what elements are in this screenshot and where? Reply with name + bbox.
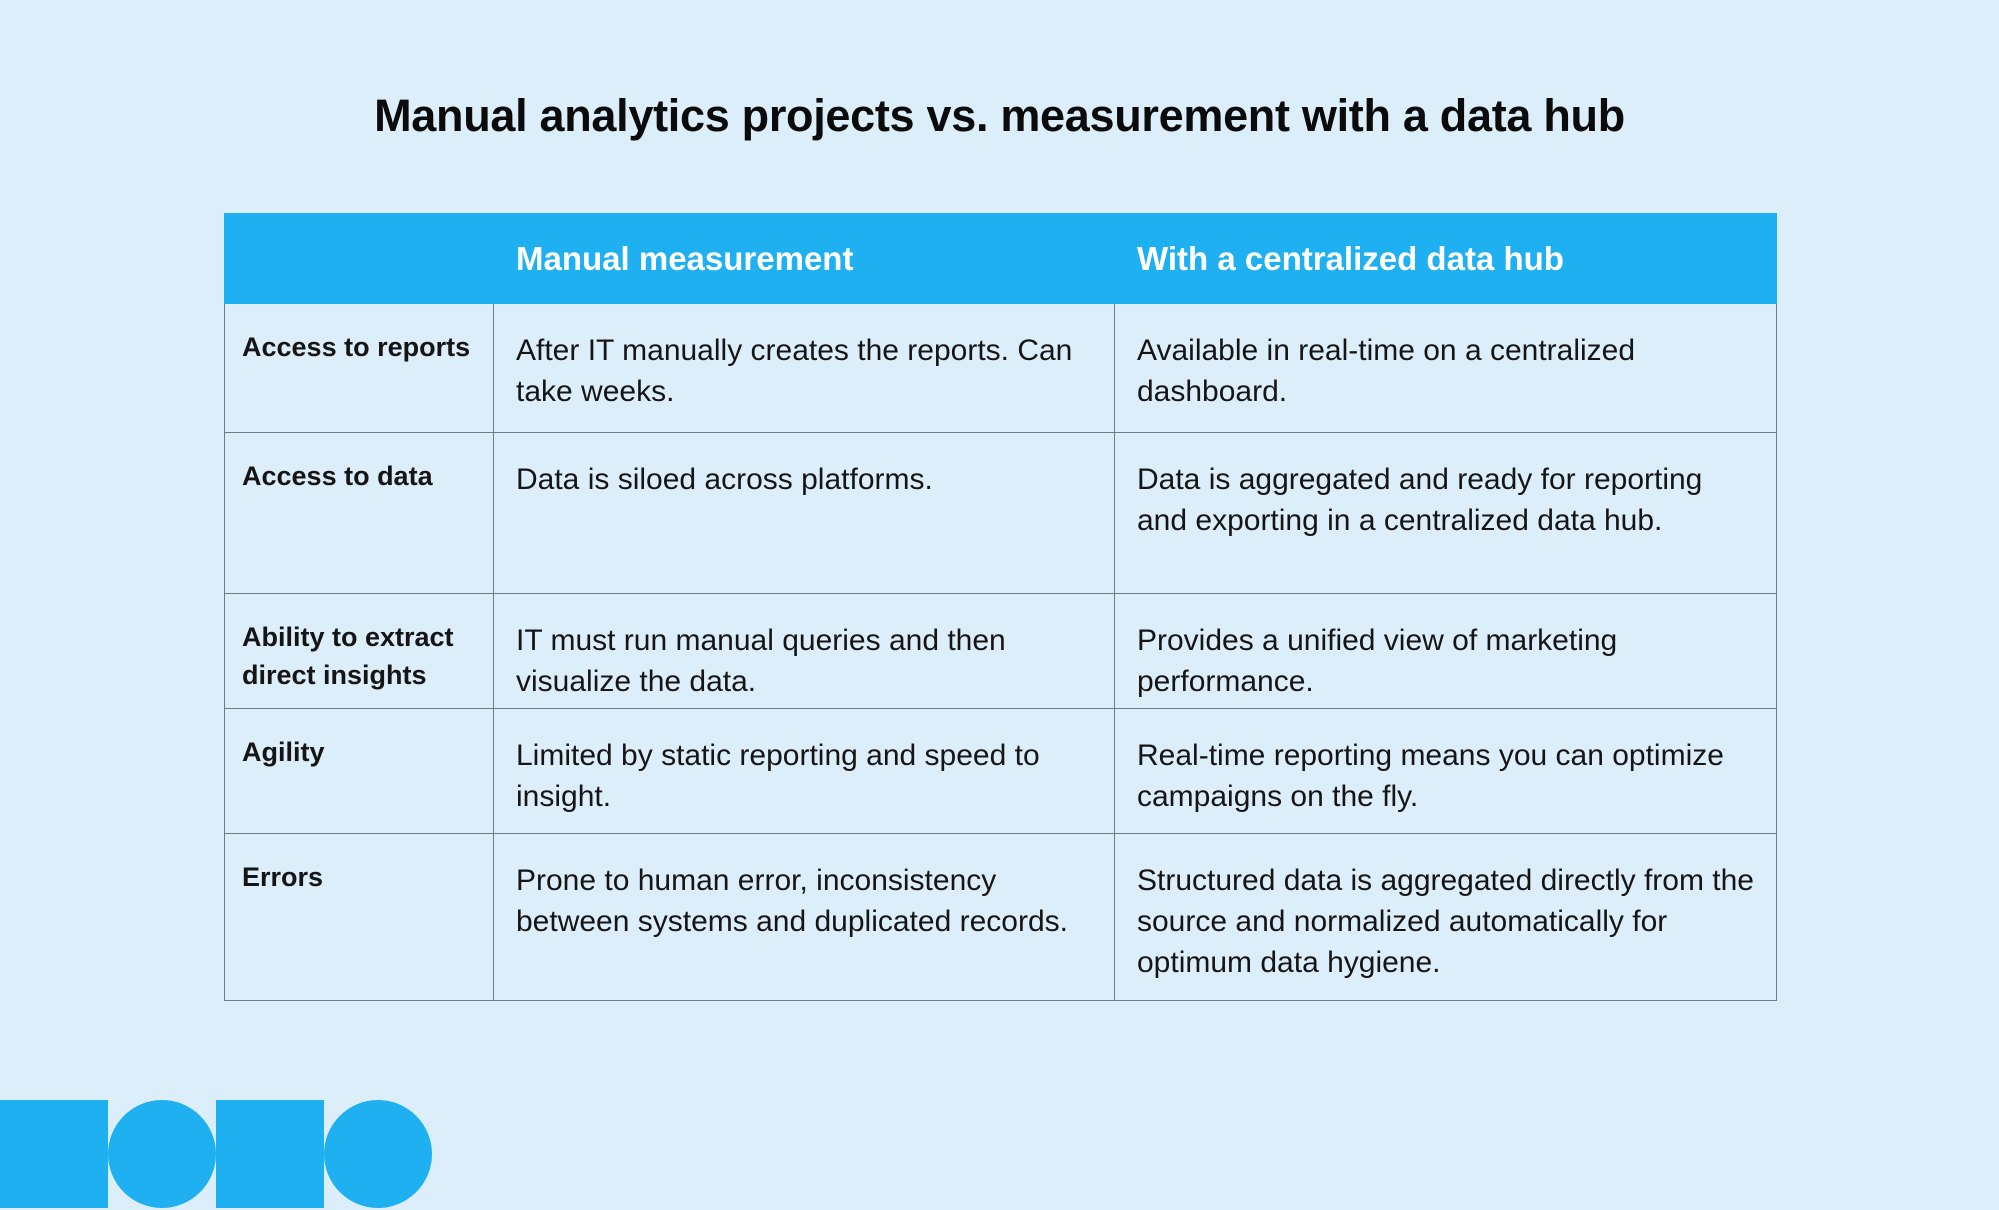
manual-cell: IT must run manual queries and then visualize the data.	[494, 594, 1115, 709]
table-row	[225, 709, 1777, 834]
header-empty-cell	[225, 214, 494, 304]
logo-circle-shape	[108, 1100, 216, 1208]
header-centralized-data-hub: With a centralized data hub	[1115, 214, 1777, 304]
row-label: Agility	[225, 709, 494, 834]
row-label: Ability to extract direct insights	[225, 594, 494, 709]
table-header-row	[225, 214, 1777, 304]
hub-cell: Available in real-time on a centralized dashboard.	[1115, 304, 1777, 433]
logo-square-shape	[216, 1100, 324, 1208]
hub-cell: Real-time reporting means you can optimize campaigns on the fly.	[1115, 709, 1777, 834]
manual-cell: After IT manually creates the reports. Can take weeks.	[494, 304, 1115, 433]
manual-cell: Data is siloed across platforms.	[494, 433, 1115, 594]
logo-circle-shape	[324, 1100, 432, 1208]
table-row	[225, 433, 1777, 594]
page-title: Manual analytics projects vs. measurement with a data hub	[374, 90, 1625, 141]
manual-cell: Limited by static reporting and speed to insight.	[494, 709, 1115, 834]
comparison-table-container	[224, 213, 1776, 1001]
table-row	[225, 834, 1777, 1001]
header-manual-measurement: Manual measurement	[494, 214, 1115, 304]
manual-cell: Prone to human error, inconsistency between systems and duplicated records.	[494, 834, 1115, 1001]
comparison-table	[224, 213, 1777, 1001]
table-row	[225, 304, 1777, 433]
hub-cell: Provides a unified view of marketing performance.	[1115, 594, 1777, 709]
row-label: Access to data	[225, 433, 494, 594]
row-label: Access to reports	[225, 304, 494, 433]
table-row	[225, 594, 1777, 709]
row-label: Errors	[225, 834, 494, 1001]
hub-cell: Structured data is aggregated directly from the source and normalized automatically for optimum data hygiene.	[1115, 834, 1777, 1001]
logo-square-shape	[0, 1100, 108, 1208]
brand-logo	[0, 1100, 440, 1210]
hub-cell: Data is aggregated and ready for reporting and exporting in a centralized data hub.	[1115, 433, 1777, 594]
